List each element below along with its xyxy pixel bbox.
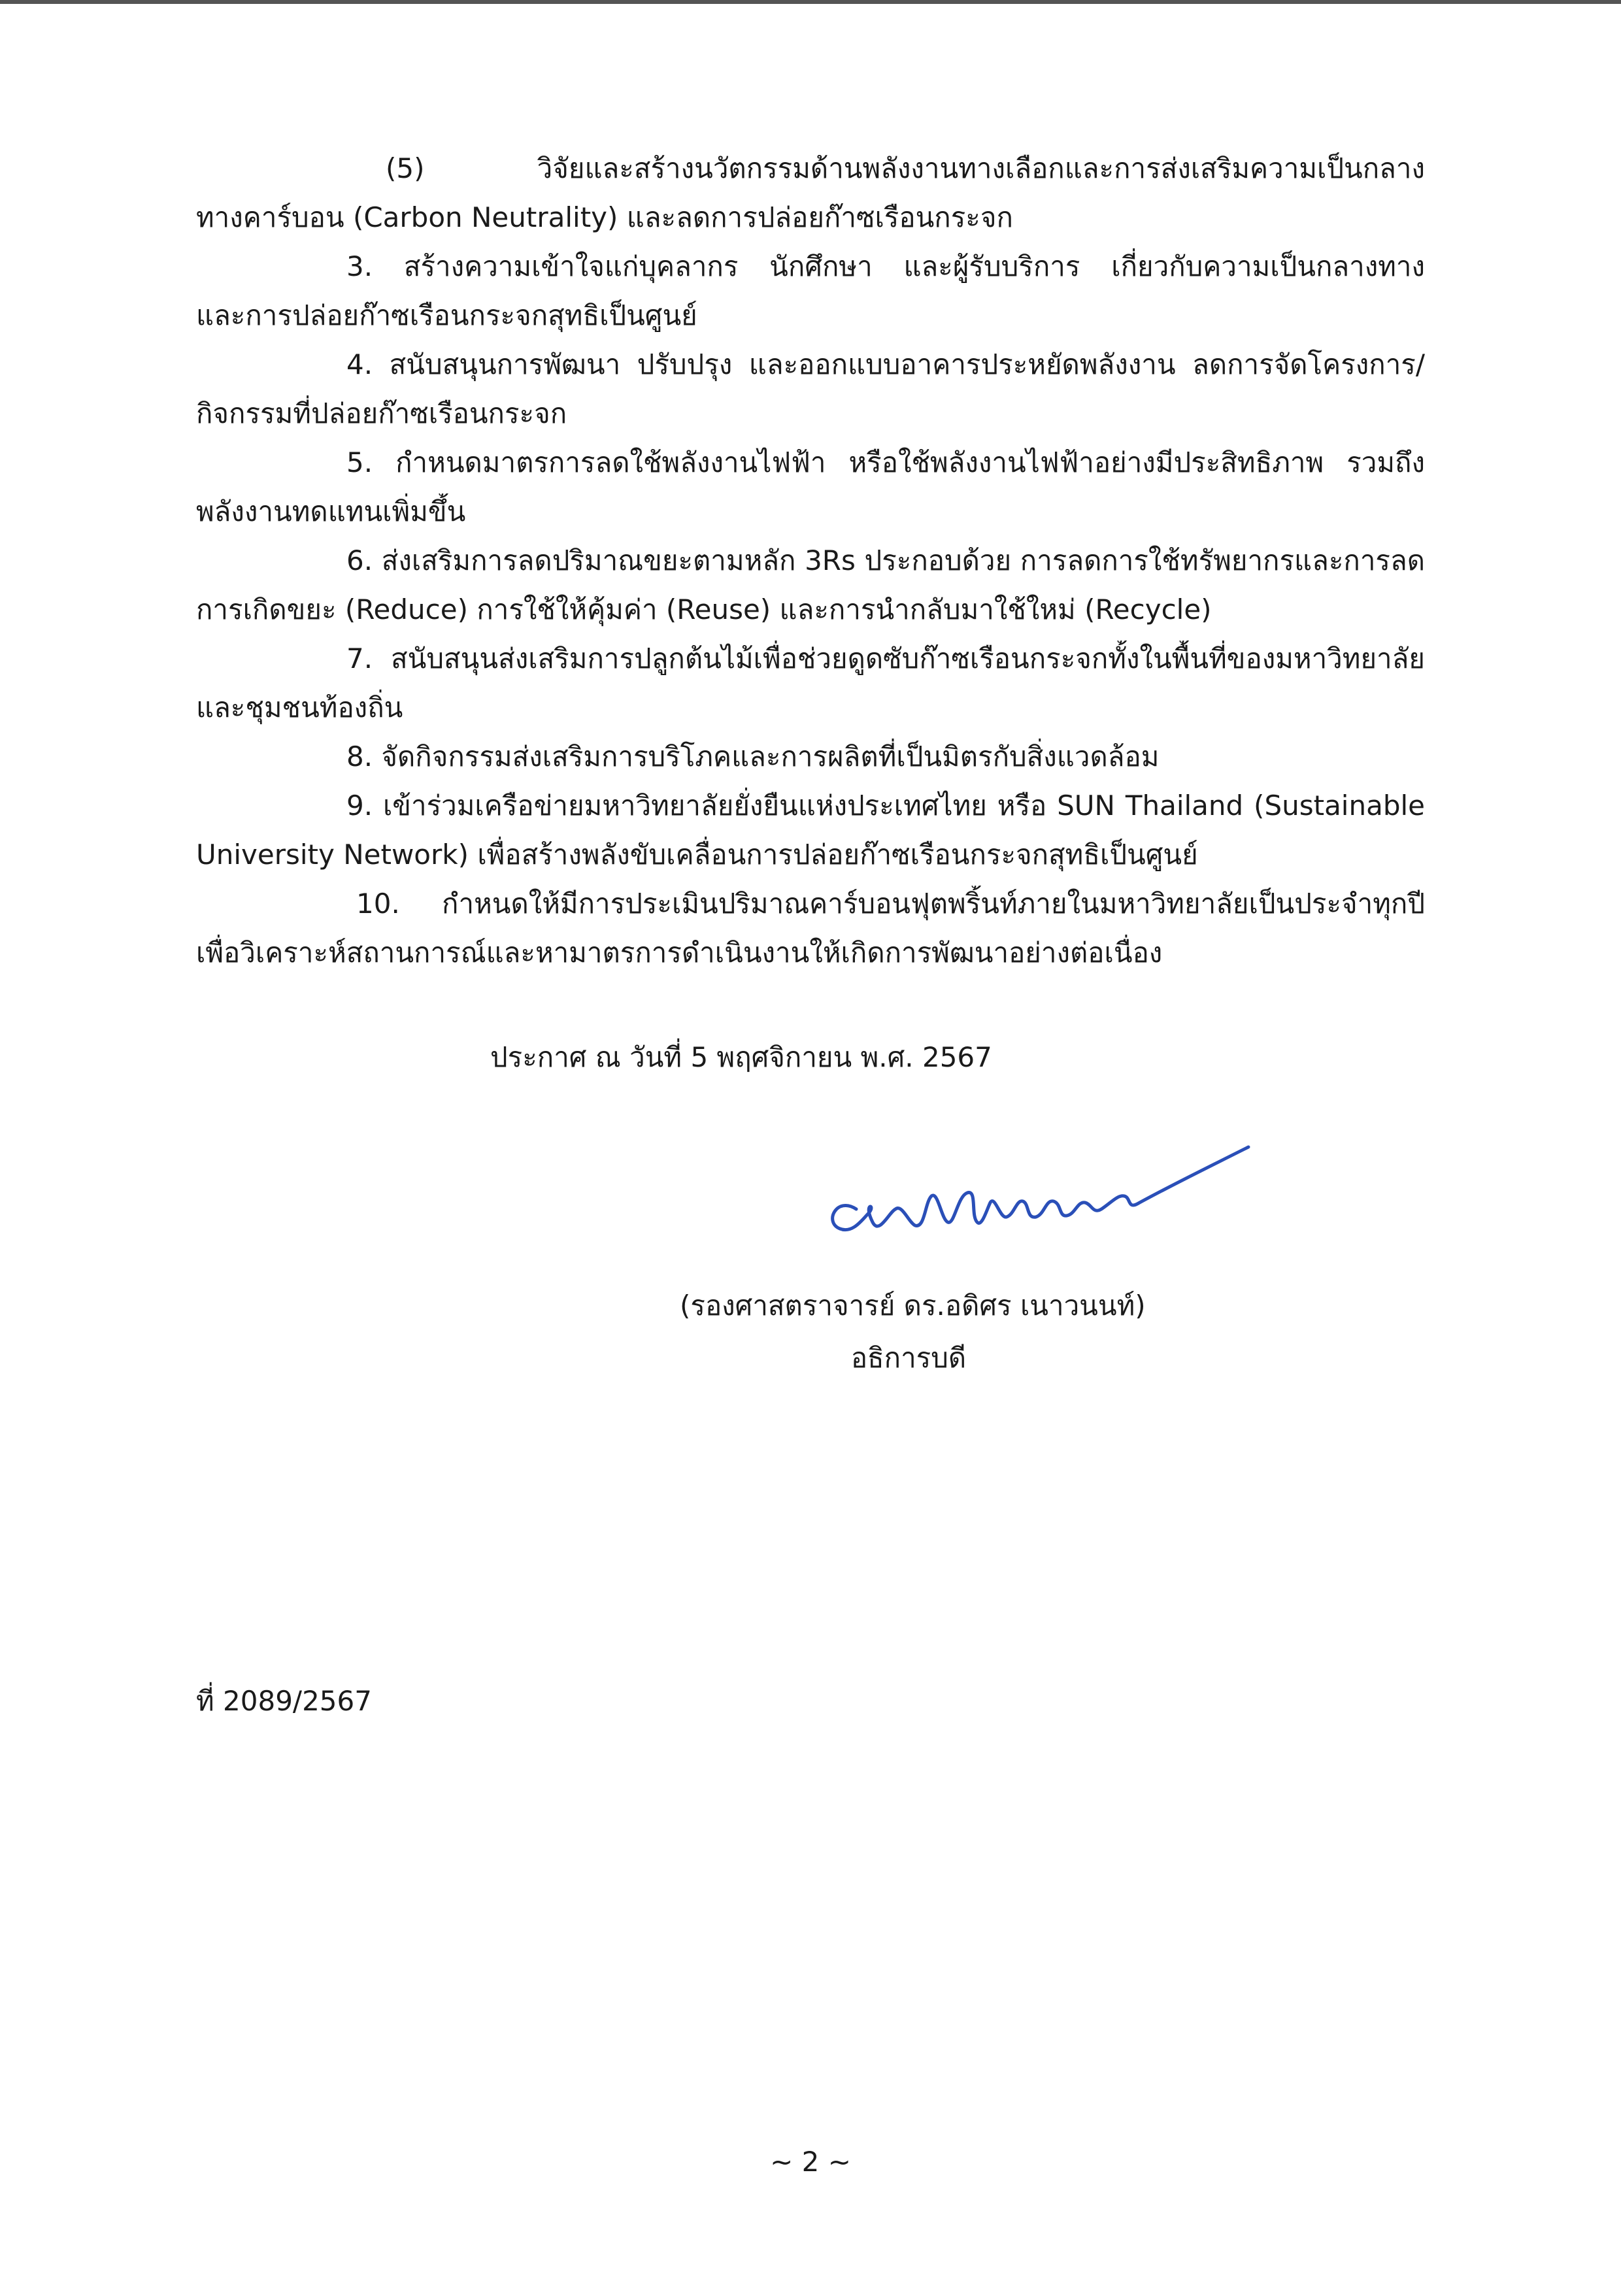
body-line-7: 5. กำหนดมาตรการลดใช้พลังงานไฟฟ้า หรือใช้พลังงานไฟฟ้าอย่างมีประสิทธิภาพ รวมถึง	[346, 446, 1425, 478]
scan-top-edge	[0, 0, 1621, 4]
body-line-3: 3. สร้างความเข้าใจแก่บุคลากร นักศึกษา และผู้รับบริการ เกี่ยวกับความเป็นกลางทาง	[346, 250, 1425, 282]
body-line-13: 8. จัดกิจกรรมส่งเสริมการบริโภคและการผลิตที่เป็นมิตรกับสิ่งแวดล้อม	[346, 740, 1160, 773]
body-line-17: เพื่อวิเคราะห์สถานการณ์และหามาตรการดำเนินงานให้เกิดการพัฒนาอย่างต่อเนื่อง	[196, 937, 1163, 969]
body-line-11: 7. สนับสนุนส่งเสริมการปลูกต้นไม้เพื่อช่วยดูดซับก๊าซเรือนกระจกทั้งในพื้นที่ของมหาวิทยาลัย	[346, 642, 1425, 674]
document-number: ที่ 2089/2567	[196, 1685, 372, 1717]
announcement-date: ประกาศ ณ วันที่ 5 พฤศจิกายน พ.ศ. 2567	[490, 1041, 992, 1073]
signer-title: อธิการบดี	[850, 1342, 967, 1374]
signature-image	[811, 1131, 1268, 1261]
body-line-12: และชุมชนท้องถิ่น	[196, 691, 403, 724]
body-line-2: ทางคาร์บอน (Carbon Neutrality) และลดการปล่อยก๊าซเรือนกระจก	[196, 201, 1013, 233]
signer-name: (รองศาสตราจารย์ ดร.อดิศร เนาวนนท์)	[680, 1289, 1146, 1322]
body-line-4: และการปล่อยก๊าซเรือนกระจกสุทธิเป็นศูนย์	[196, 299, 697, 331]
body-line-15: University Network) เพื่อสร้างพลังขับเคลื่อนการปล่อยก๊าซเรือนกระจกสุทธิเป็นศูนย์	[196, 839, 1198, 871]
body-line-10: การเกิดขยะ (Reduce) การใช้ให้คุ้มค่า (Reuse) และการนำกลับมาใช้ใหม่ (Recycle)	[196, 593, 1212, 625]
body-line-1: (5) วิจัยและสร้างนวัตกรรมด้านพลังงานทางเลือกและการส่งเสริมความเป็นกลาง	[386, 152, 1425, 184]
page-number: ~ 2 ~	[770, 2146, 851, 2178]
body-line-5: 4. สนับสนุนการพัฒนา ปรับปรุง และออกแบบอาคารประหยัดพลังงาน ลดการจัดโครงการ/	[346, 348, 1425, 380]
body-line-6: กิจกรรมที่ปล่อยก๊าซเรือนกระจก	[196, 397, 567, 429]
body-line-14: 9. เข้าร่วมเครือข่ายมหาวิทยาลัยยั่งยืนแห่งประเทศไทย หรือ SUN Thailand (Sustainable	[346, 790, 1425, 822]
body-line-9: 6. ส่งเสริมการลดปริมาณขยะตามหลัก 3Rs ประกอบด้วย การลดการใช้ทรัพยากรและการลด	[346, 544, 1425, 576]
body-line-8: พลังงานทดแทนเพิ่มขึ้น	[196, 495, 466, 527]
body-line-16: 10. กำหนดให้มีการประเมินปริมาณคาร์บอนฟุตพริ้นท์ภายในมหาวิทยาลัยเป็นประจำทุกปี	[356, 888, 1425, 920]
